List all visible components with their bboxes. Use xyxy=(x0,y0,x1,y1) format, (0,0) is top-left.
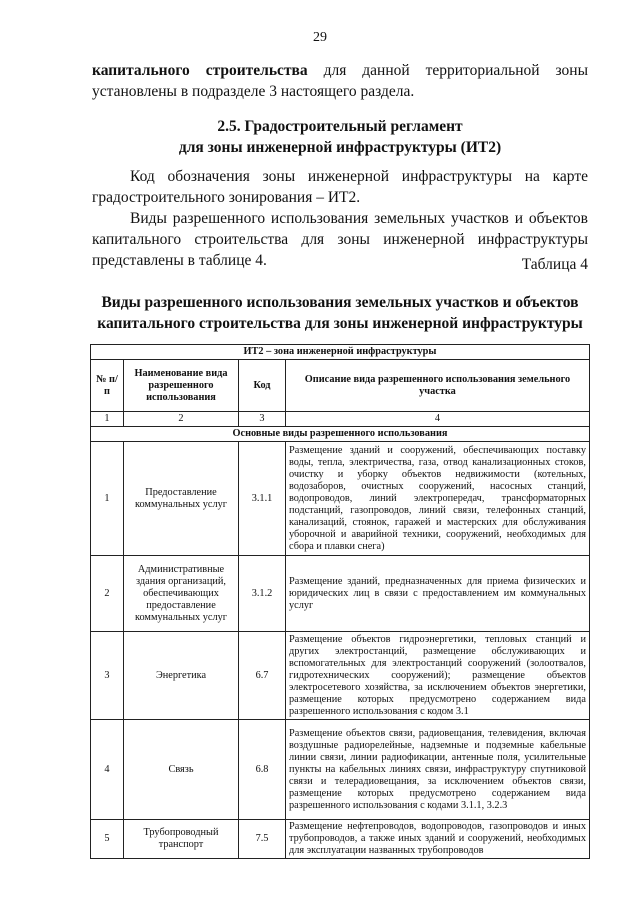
row-code: 3.1.1 xyxy=(239,442,286,556)
row-code: 6.8 xyxy=(239,720,286,820)
intro-bold: капитального строительства xyxy=(92,62,308,79)
row-num: 4 xyxy=(91,720,124,820)
row-description: Размещение нефтепроводов, водопроводов, газопроводов и иных трубопроводов, а также иных зданий и сооружений, необходимых для эксплуатации названных трубопроводов xyxy=(286,820,590,859)
group-label: Основные виды разрешенного использования xyxy=(91,427,590,442)
section-heading xyxy=(92,116,588,158)
page-number: 29 xyxy=(313,30,327,45)
table-row xyxy=(91,632,590,720)
colnum-3: 3 xyxy=(239,412,286,427)
table-row xyxy=(91,442,590,556)
header-num: № п/п xyxy=(91,360,124,412)
row-name: Административные здания организаций, обеспечивающих предоставление коммунальных услуг xyxy=(124,556,239,632)
row-code: 3.1.2 xyxy=(239,556,286,632)
intro-paragraph xyxy=(92,60,588,102)
code-paragraph: Код обозначения зоны инженерной инфраструктуры на карте градостроительного зонирования – ИТ2. xyxy=(92,168,588,206)
header-name: Наименование вида разрешенного использования xyxy=(124,360,239,412)
header-description: Описание вида разрешенного использования земельного участка xyxy=(286,360,590,412)
colnum-2: 2 xyxy=(124,412,239,427)
row-code: 7.5 xyxy=(239,820,286,859)
row-name: Энергетика xyxy=(124,632,239,720)
row-name: Предоставление коммунальных услуг xyxy=(124,442,239,556)
section-heading-line-1: 2.5. Градостроительный регламент xyxy=(217,118,463,135)
row-description: Размещение зданий и сооружений, обеспечивающих поставку воды, тепла, электричества, газа, отвод канализационных стоков, очистку и уборку объектов недвижимости (котельных, водозаборов, очистных сооружений, насосных станций, водопроводов, линий электропередач, трансформаторных подстанций, газопроводов, линий связи, телефонных станций, канализаций, стоянок, гаражей и мастерских для обслуживания уборочной и аварийной техники, сооружений, необходимых для сбора и плавки снега) xyxy=(286,442,590,556)
colnum-1: 1 xyxy=(91,412,124,427)
table-caption: Таблица 4 xyxy=(521,256,588,273)
colnum-4: 4 xyxy=(286,412,590,427)
row-description: Размещение объектов гидроэнергетики, тепловых станций и других электростанций, размещение обслуживающих и вспомогательных для электростанций сооружений (золоотвалов, гидротехнических сооружений); размещение объектов электросетевого хозяйства, за исключением объектов энергетики, размещение которых предусмотрено содержанием вида разрешенного использования с кодом 3.1 xyxy=(286,632,590,720)
table-title-line-1: Виды разрешенного использования земельных участков и объектов xyxy=(101,294,579,311)
table-row xyxy=(91,720,590,820)
intro-rest: для данной территориальной зоны xyxy=(307,62,588,79)
row-num: 1 xyxy=(91,442,124,556)
row-num: 3 xyxy=(91,632,124,720)
header-code: Код xyxy=(239,360,286,412)
intro-line-1 xyxy=(92,60,588,81)
table-row xyxy=(91,556,590,632)
uses-table xyxy=(90,344,590,859)
row-num: 5 xyxy=(91,820,124,859)
intro-line-2: установлены в подразделе 3 настоящего раздела. xyxy=(92,83,415,100)
table-title xyxy=(92,292,588,334)
row-description: Размещение объектов связи, радиовещания, телевидения, включая воздушные радиорелейные, надземные и подземные кабельные линии связи, линии радиофикации, антенные поля, усилительные пункты на кабельных линиях связи, инфраструктуру спутниковой связи и телерадиовещания, за исключением объектов связи, размещение которых предусмотрено содержанием вида разрешенного использования с кодами 3.1.1, 3.2.3 xyxy=(286,720,590,820)
section-heading-line-2: для зоны инженерной инфраструктуры (ИТ2) xyxy=(178,139,502,156)
row-name: Связь xyxy=(124,720,239,820)
row-description: Размещение зданий, предназначенных для приема физических и юридических лиц в связи с предоставлением им коммунальных услуг xyxy=(286,556,590,632)
uses-paragraph: Виды разрешенного использования земельных участков и объектов капитального строительства для зоны инженерной инфраструктуры представлены в таблице 4. xyxy=(92,210,588,269)
table-title-line-2: капитального строительства для зоны инженерной инфраструктуры xyxy=(97,315,583,332)
row-name: Трубопроводный транспорт xyxy=(124,820,239,859)
zone-header: ИТ2 – зона инженерной инфраструктуры xyxy=(91,345,590,360)
row-num: 2 xyxy=(91,556,124,632)
table-row xyxy=(91,820,590,859)
row-code: 6.7 xyxy=(239,632,286,720)
